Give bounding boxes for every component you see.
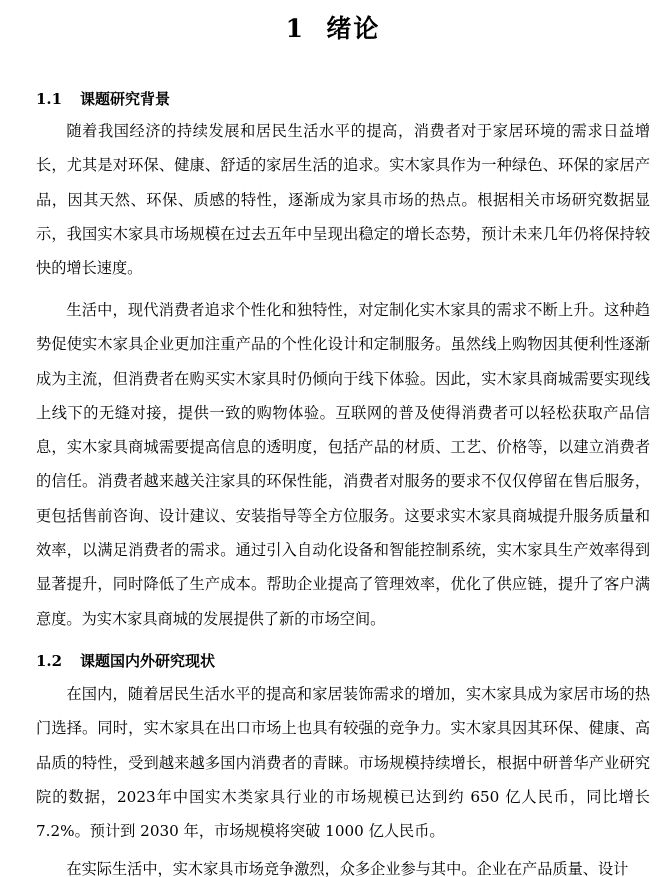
section-heading-1-2 xyxy=(36,650,215,672)
chapter-number: 1 xyxy=(285,14,305,43)
paragraph: 随着我国经济的持续发展和居民生活水平的提高，消费者对于家居环境的需求日益增长，尤其是对环保、健康、舒适的家居生活的追求。实木家具作为一种绿色、环保的家居产品，因其天然、环保、质感的特性，逐渐成为家具市场的热点。根据相关市场研究数据显示，我国实木家具市场规模在过去五年中呈现出稳定的增长态势，预计未来几年仍将保持较快的增长速度。 xyxy=(36,122,650,278)
chapter-title-text: 绪论 xyxy=(326,14,381,43)
paragraph: 生活中，现代消费者追求个性化和独特性，对定制化实木家具的需求不断上升。这种趋势促使实木家具企业更加注重产品的个性化设计和定制服务。虽然线上购物因其便利性逐渐成为主流，但消费者在购买实木家具时仍倾向于线下体验。因此，实木家具商城需要实现线上线下的无缝对接，提供一致的购物体验。互联网的普及使得消费者可以轻松获取产品信息，实木家具商城需要提高信息的透明度，包括产品的材质、工艺、价格等，以建立消费者的信任。消费者越来越关注家具的环保性能，消费者对服务的要求不仅仅停留在售后服务，更包括售前咨询、设计建议、安装指导等全方位服务。这要求实木家具商城提升服务质量和效率，以满足消费者的需求。通过引入自动化设备和智能控制系统，实木家具生产效率得到显著提升，同时降低了生产成本。帮助企业提高了管理效率，优化了供应链，提升了客户满意度。为实木家具商城的发展提供了新的市场空间。 xyxy=(36,301,650,628)
section-number: 1.2 xyxy=(36,652,63,670)
section-title: 课题国内外研究现状 xyxy=(80,652,216,670)
paragraph: 在实际生活中，实木家具市场竞争激烈，众多企业参与其中。企业在产品质量、设计 xyxy=(66,860,629,877)
section-heading-1-1 xyxy=(36,88,170,110)
section-title: 课题研究背景 xyxy=(80,90,171,108)
paragraph: 在国内，随着居民生活水平的提高和家居装饰需求的增加，实木家具成为家居市场的热门选择。同时，实木家具在出口市场上也具有较强的竞争力。实木家具因其环保、健康、高品质的特性，受到越来越多国内消费者的青睐。市场规模持续增长，根据中研普华产业研究院的数据，2023年中国实木类家具行业的市场规模已达到约 650 亿人民币，同比增长 7.2%。预计到 2030 年，市场规模将突破 1000 亿人民币。 xyxy=(36,685,650,841)
section-number: 1.1 xyxy=(36,90,63,108)
chapter-title xyxy=(0,12,666,46)
